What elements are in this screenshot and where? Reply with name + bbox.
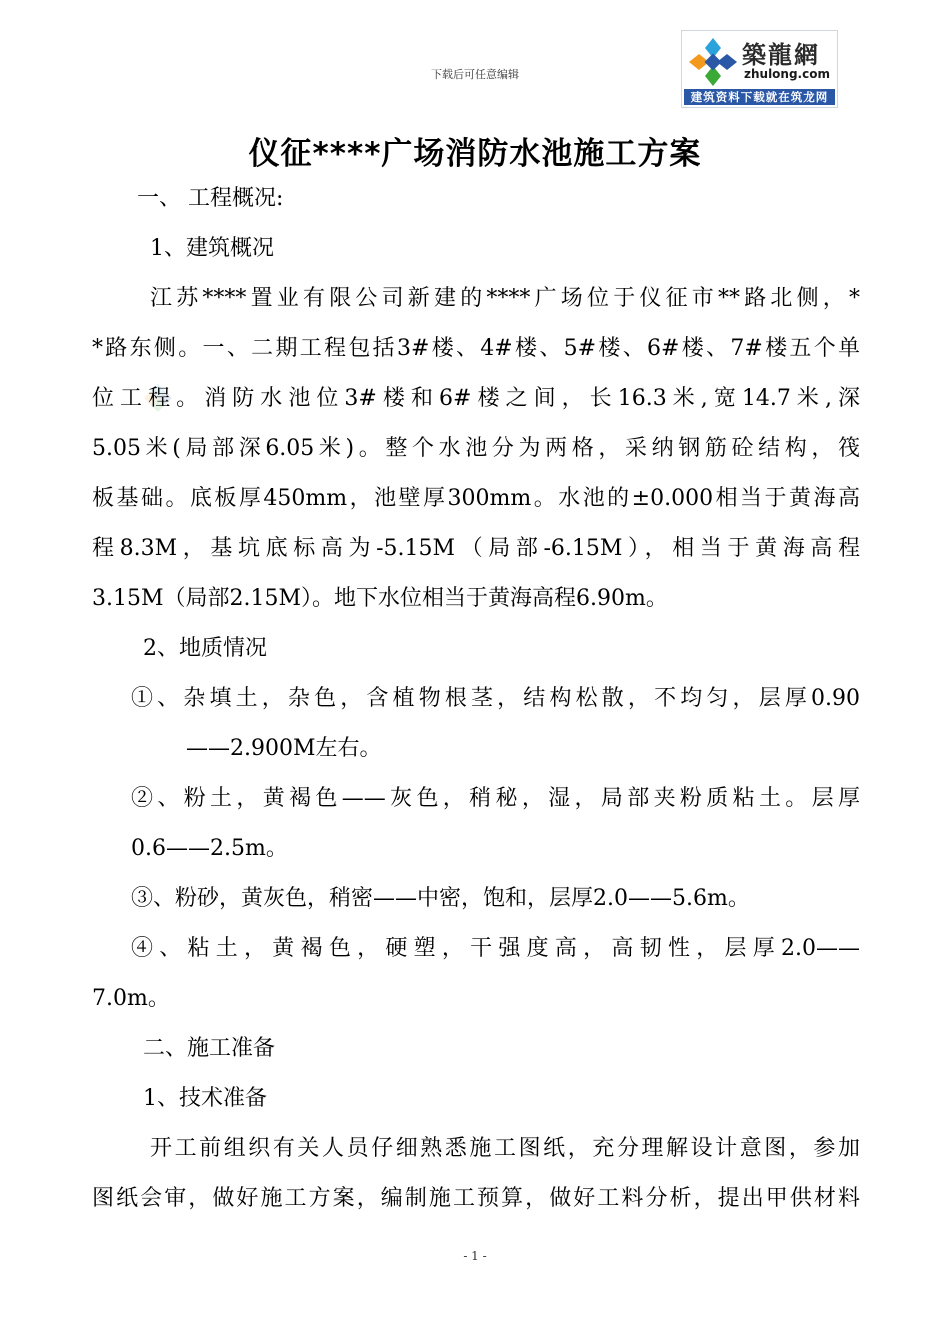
section-heading-2: 二、施工准备: [143, 1036, 276, 1061]
logo-chinese-name: 築龍網: [742, 40, 820, 69]
paragraph-line: 位工程。消防水池位3#楼和6#楼之间，长16.3米,宽14.7米,深: [92, 386, 860, 411]
list-item-continuation: 0.6——2.5m。: [131, 836, 288, 861]
list-item: ①、杂填土，杂色，含植物根茎，结构松散，不均匀，层厚0.90: [131, 686, 860, 711]
zhulong-logo: [681, 30, 838, 108]
list-item: ④、粘土，黄褐色，硬塑，干强度高，高韧性，层厚2.0——: [131, 936, 860, 961]
subsection-heading-1-2: 2、地质情况: [143, 636, 267, 661]
list-item-continuation: ——2.900M左右。: [186, 736, 382, 761]
subsection-heading-2-1: 1、技术准备: [143, 1086, 267, 1111]
list-item-continuation: 7.0m。: [92, 986, 170, 1011]
header-note: 下载后可任意编辑: [431, 68, 519, 81]
list-item: ②、粉土，黄褐色——灰色，稍秘，湿，局部夹粉质粘土。层厚: [131, 786, 860, 811]
logo-slogan: 建筑资料下载就在筑龙网: [684, 89, 835, 105]
logo-emblem-icon: [687, 36, 739, 88]
list-item: ③、粉砂，黄灰色，稍密——中密，饱和，层厚2.0——5.6m。: [131, 886, 750, 911]
paragraph-line: 程8.3M，基坑底标高为-5.15M（局部-6.15M），相当于黄海高程: [92, 536, 860, 561]
page-number: - 1 -: [463, 1249, 487, 1263]
paragraph-line: 江苏****置业有限公司新建的****广场位于仪征市**路北侧，*: [150, 286, 860, 311]
paragraph-line: 板基础。底板厚450mm，池壁厚300mm。水池的±0.000相当于黄海高: [92, 486, 860, 511]
paragraph-line: 5.05米(局部深6.05米)。整个水池分为两格，采纳钢筋砼结构，筏: [92, 436, 860, 461]
paragraph-line: *路东侧。一、二期工程包括3#楼、4#楼、5#楼、6#楼、7#楼五个单: [92, 336, 860, 361]
paragraph-line: 图纸会审，做好施工方案，编制施工预算，做好工料分析，提出甲供材料: [92, 1186, 860, 1211]
section-heading-1: 一、 工程概况:: [137, 186, 284, 211]
document-title: 仪征****广场消防水池施工方案: [248, 136, 702, 172]
paragraph-line: 开工前组织有关人员仔细熟悉施工图纸，充分理解设计意图，参加: [150, 1136, 860, 1161]
logo-domain: zhulong.com: [744, 67, 830, 81]
subsection-heading-1-1: 1、建筑概况: [150, 236, 274, 261]
paragraph-line: 3.15M（局部2.15M）。地下水位相当于黄海高程6.90m。: [92, 586, 668, 611]
